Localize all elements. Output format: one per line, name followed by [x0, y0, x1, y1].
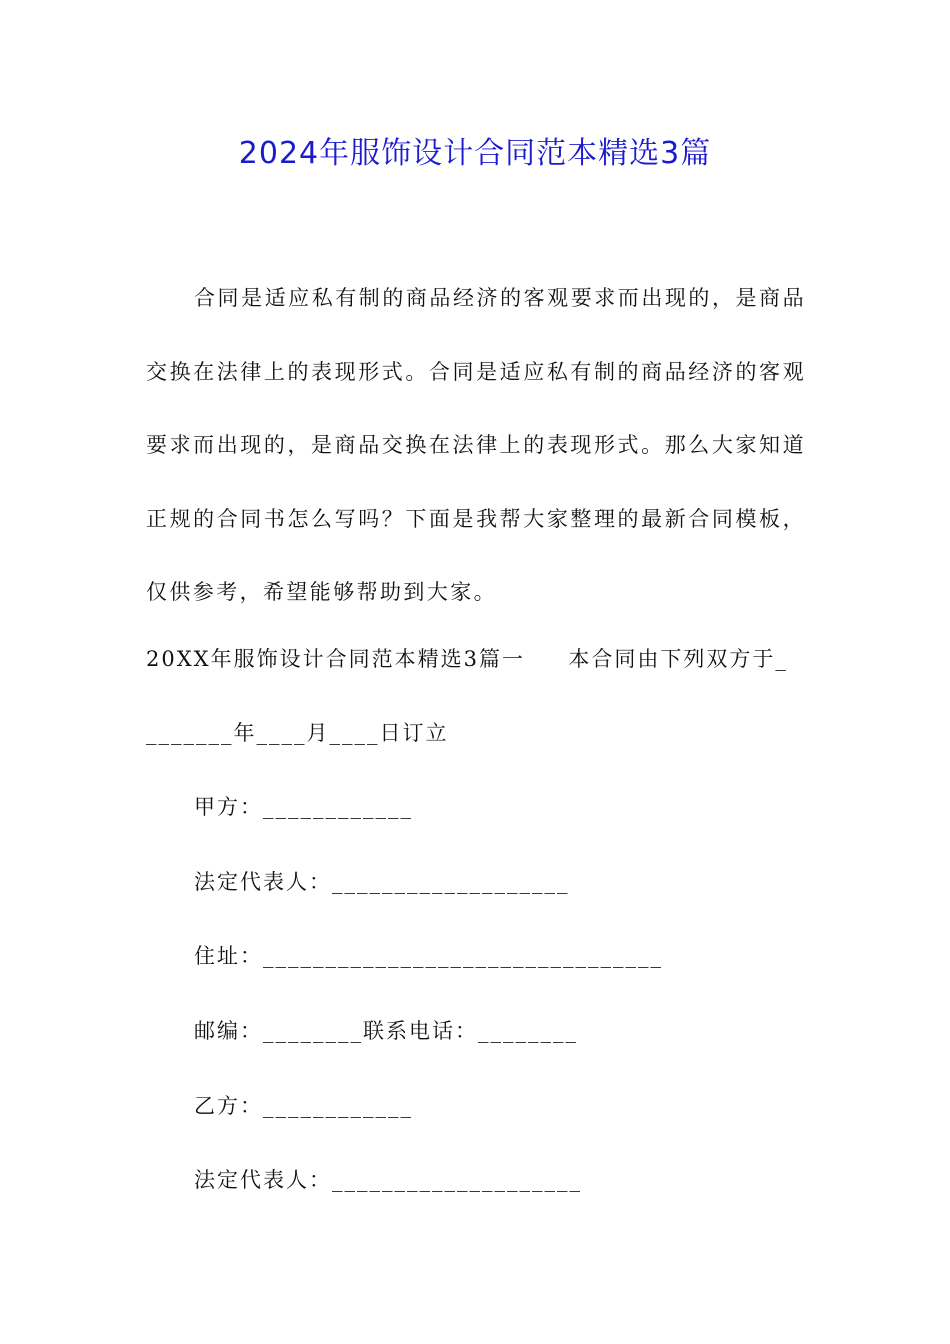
party-a-contact-line: 邮编：________联系电话：________ [194, 1019, 578, 1043]
party-a-address-line: 住址：________________________________ [194, 944, 663, 968]
date-line: _______年____月____日订立 [146, 721, 449, 745]
party-b-line: 乙方：____________ [194, 1094, 413, 1118]
intro-paragraph: 合同是适应私有制的商品经济的客观要求而出现的，是商品交换在法律上的表现形式。合同是适应私有制的商品经济的客观要求而出现的，是商品交换在法律上的表现形式。那么大家知道正规的合同书怎么写吗？下面是我帮大家整理的最新合同模板，仅供参考，希望能够帮助到大家。 [146, 286, 806, 604]
party-a-line: 甲方：____________ [194, 795, 413, 819]
section-heading-line: 20XX年服饰设计合同范本精选3篇一 本合同由下列双方于_ [146, 647, 788, 671]
party-b-representative-line: 法定代表人：____________________ [194, 1168, 582, 1192]
party-a-representative-line: 法定代表人：___________________ [194, 870, 570, 894]
page-title: 2024年服饰设计合同范本精选3篇 [238, 136, 712, 171]
